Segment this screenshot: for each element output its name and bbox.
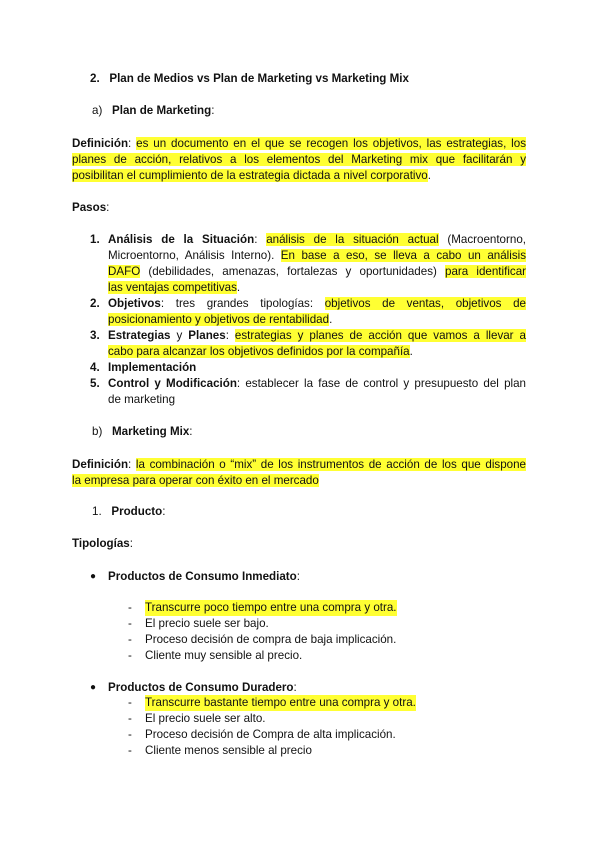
tipologias-heading [72,536,133,552]
step-3-line-1 [108,328,526,344]
definition-2-line-2 [72,473,319,489]
list-item-text: Proceso decisión de compra de baja implicación. [145,633,397,646]
definition-2-line-1 [72,457,526,473]
step-title: Análisis de la Situación [108,233,255,246]
text: tres grandes tipologías: [175,297,325,310]
step-1-line-1 [108,232,526,248]
subsection-title: Plan de Marketing [111,104,212,117]
step-title: Objetivos [108,297,161,310]
text: (Macroentorno, [438,233,526,246]
list-item-text: Cliente muy sensible al precio. [145,649,303,662]
period: . [409,345,413,358]
list-item-text: Transcurre poco tiempo entre una compra y otra. [145,601,397,614]
step-1-line-4 [108,280,240,296]
category-title: Productos de Consumo Duradero [108,681,294,694]
subsection-b [92,424,193,440]
colon: : [128,458,136,471]
definition-1-line-2 [72,152,526,168]
text: Microentorno, Análisis Interno). [108,249,281,262]
step-2-line-2 [108,312,332,328]
dash-marker: - [128,617,132,630]
pasos-label: Pasos [72,201,107,214]
period: . [236,281,241,294]
step-1-line-3 [108,264,526,280]
section-title: Plan de Medios vs Plan de Marketing vs Marketing Mix [109,72,409,85]
highlight-text: es un documento en el que se recogen los objetivos, las estrategias, los [136,137,526,150]
step-3-line-2 [108,344,413,360]
text: (debilidades, amenazas, fortalezas y oportunidades) [140,265,446,278]
highlight-text: las ventajas competitivas [108,281,237,294]
category-title: Productos de Consumo Inmediato [108,570,297,583]
colon: : [128,137,137,150]
dash-marker: - [128,728,132,741]
step-1-line-2 [108,248,526,264]
highlight-text: la empresa para operar con éxito en el mercado [72,474,319,487]
step-3-number [90,328,100,344]
step-title: Implementación [108,361,197,374]
step-2-number [90,296,100,312]
colon: : [296,570,300,583]
text: y [170,329,189,342]
highlight-text: En base a eso, se lleva a cabo un análisis [280,249,526,262]
highlight-text: para identificar [445,265,527,278]
pasos-heading [72,200,109,216]
bullet-icon: ● [90,682,97,693]
section-number: 2. [90,72,100,85]
period: . [427,169,431,182]
text: establecer la fase de control y presupuesto del plan [245,377,526,390]
section-heading [90,71,409,87]
highlight-text: objetivos de ventas, objetivos de [324,297,526,310]
highlight-text: posibilitan el cumplimiento de la estrategia dictada a nivel corporativo [72,169,428,182]
colon: : [106,201,110,214]
producto-heading [92,504,165,520]
highlight-text: la combinación o “mix” de los instrumentos de acción de los que dispone [135,458,526,471]
list-number: 1. [92,505,102,518]
step-2-line-1 [108,296,526,312]
definition-label: Definición [72,137,129,150]
subsection-letter: a) [92,104,103,117]
step-number: 3. [90,329,100,342]
list-item-text: Transcurre bastante tiempo entre una compra y otra. [145,696,416,709]
step-title: Control y Modificación [108,377,237,390]
period: . [329,313,333,326]
dash-marker: - [128,633,132,646]
subsection-a [92,103,214,119]
step-5-number [90,376,100,392]
colon: : [225,329,235,342]
colon: : [160,297,176,310]
highlight-text: estrategias y planes de acción que vamos a llevar a [234,329,526,342]
colon: : [211,104,215,117]
colon: : [189,425,193,438]
colon: : [129,537,133,550]
list-item-text: Cliente menos sensible al precio [145,744,312,757]
step-5-line-2 [108,392,175,408]
producto-title: Producto [111,505,163,518]
bullet-icon: ● [90,571,97,582]
definition-1-line-1 [72,136,526,152]
list-item-text: Proceso decisión de Compra de alta implicación. [145,728,396,741]
dash-marker: - [128,649,132,662]
dash-marker: - [128,696,132,709]
list-item-text: El precio suele ser bajo. [145,617,269,630]
step-4-line-1 [108,360,196,376]
dash-marker: - [128,601,132,614]
highlight-text: DAFO [108,265,141,278]
step-number: 2. [90,297,100,310]
step-5-line-1 [108,376,526,392]
list-item-text: El precio suele ser alto. [145,712,266,725]
step-title: Planes [188,329,226,342]
highlight-text: planes de acción, relativos a los elementos del Marketing mix que facilitarán y [72,153,526,166]
tipologias-label: Tipologías [72,537,130,550]
subsection-letter: b) [92,425,103,438]
step-4-number [90,360,100,376]
dash-marker: - [128,712,132,725]
dash-marker: - [128,744,132,757]
colon: : [293,681,297,694]
definition-label: Definición [72,458,129,471]
definition-1-line-3 [72,168,431,184]
colon: : [236,377,246,390]
text: de marketing [108,393,176,406]
highlight-text: cabo para alcanzar los objetivos definidos por la compañía [108,345,410,358]
step-number: 5. [90,377,100,390]
highlight-text: análisis de la situación actual [266,233,439,246]
colon: : [254,233,267,246]
subsection-title: Marketing Mix [111,425,190,438]
step-number: 1. [90,233,100,246]
step-1-number [90,232,100,248]
highlight-text: posicionamiento y objetivos de rentabilidad [108,313,330,326]
colon: : [162,505,166,518]
step-title: Estrategias [108,329,171,342]
step-number: 4. [90,361,100,374]
